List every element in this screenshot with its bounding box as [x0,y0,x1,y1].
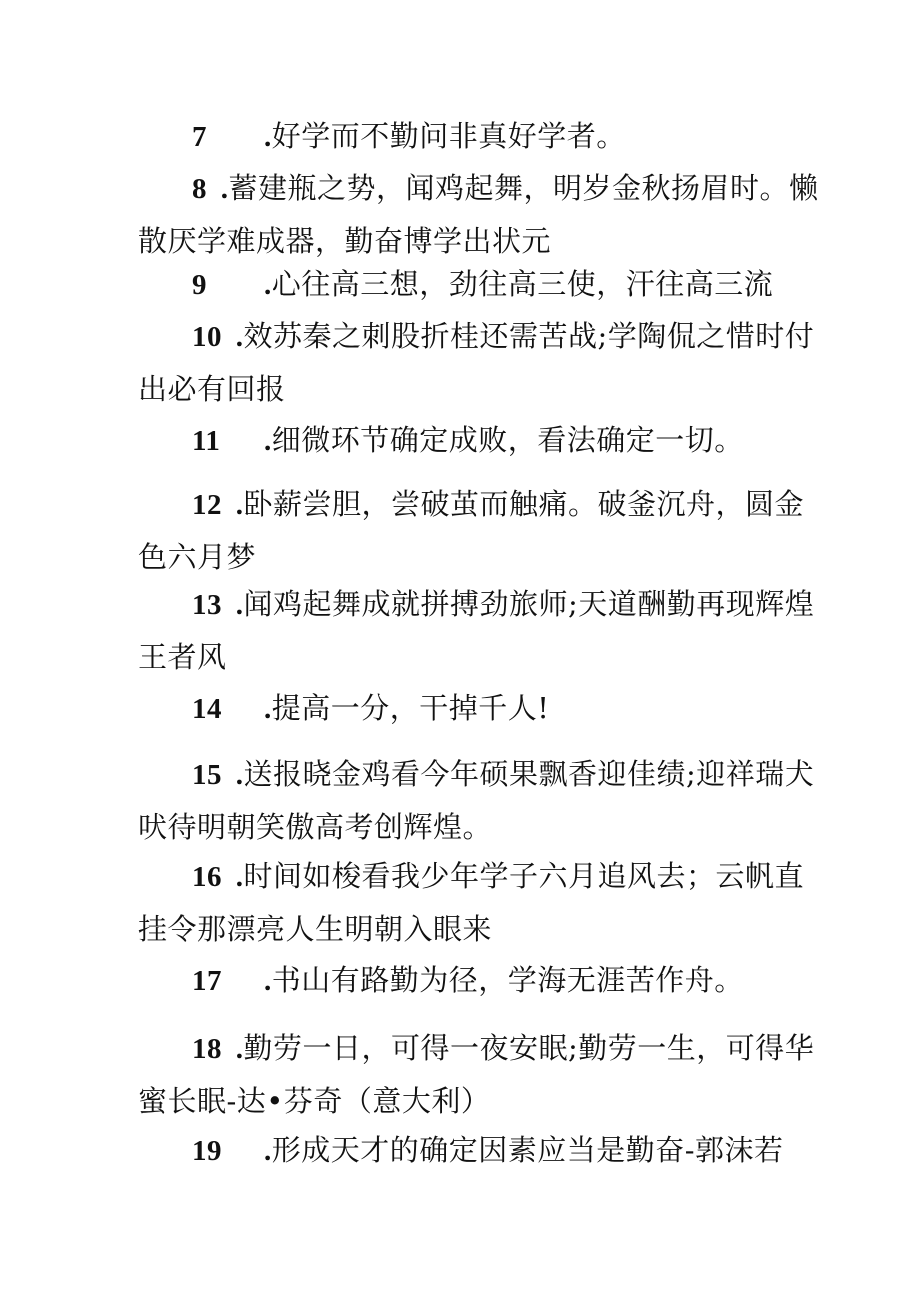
item-text: 提高一分，干掉千人! [271,691,550,725]
item-number: 7 [192,121,207,153]
list-item-14: 14 .提高一分，干掉千人! [138,682,788,735]
item-text-continued: 王者风 [138,640,227,674]
item-text: 时间如梭看我少年学子六月追风去；云帆直 [243,859,804,893]
list-item-19: 19 .形成天才的确定因素应当是勤奋-郭沫若 [138,1124,788,1177]
item-text: 形成天才的确定因素应当是勤奋-郭沫若 [271,1133,784,1167]
list-item-16: 16 .时间如梭看我少年学子六月追风去；云帆直 挂令那漂亮人生明朝入眼来 [138,850,788,955]
item-number: 11 [192,425,221,457]
item-number: 14 [192,693,222,725]
item-text: 闻鸡起舞成就拼搏劲旅师;天道酬勤再现辉煌 [243,587,815,621]
item-number: 13 [192,589,222,621]
item-number: 12 [192,489,222,521]
item-number: 17 [192,965,222,997]
list-item-10: 10 .效苏秦之刺股折桂还需苦战;学陶侃之惜时付 出必有回报 [138,310,788,415]
item-text: 好学而不勤问非真好学者。 [271,119,626,153]
item-text: 勤劳一日，可得一夜安眠;勤劳一生，可得华 [243,1031,815,1065]
item-text-continued: 色六月梦 [138,540,257,574]
item-text: 书山有路勤为径，学海无涯苦作舟。 [271,963,744,997]
item-text: 卧薪尝胆，尝破茧而触痛。破釜沉舟，圆金 [243,487,804,521]
item-text: 蓄建瓶之势，闻鸡起舞，明岁金秋扬眉时。懒 [228,171,819,205]
list-item-13: 13 .闻鸡起舞成就拼搏劲旅师;天道酬勤再现辉煌 王者风 [138,578,788,683]
list-item-9: 9 .心往高三想，劲往高三使，汗往高三流 [138,258,788,311]
list-item-8: 8 .蓄建瓶之势，闻鸡起舞，明岁金秋扬眉时。懒 散厌学难成器，勤奋博学出状元 [138,162,788,267]
list-item-17: 17 .书山有路勤为径，学海无涯苦作舟。 [138,954,788,1007]
item-number: 9 [192,269,207,301]
list-item-18: 18 .勤劳一日，可得一夜安眠;勤劳一生，可得华 蜜长眠-达•芬奇（意大利） [138,1022,788,1127]
list-item-15: 15 .送报晓金鸡看今年硕果飘香迎佳绩;迎祥瑞犬 吠待明朝笑傲高考创辉煌。 [138,748,788,853]
item-number: 10 [192,321,222,353]
item-text: 效苏秦之刺股折桂还需苦战;学陶侃之惜时付 [243,319,815,353]
item-number: 19 [192,1135,222,1167]
item-number: 16 [192,861,222,893]
list-item-11: 11 .细微环节确定成败，看法确定一切。 [138,414,788,467]
item-number: 18 [192,1033,222,1065]
item-text-continued: 挂令那漂亮人生明朝入眼来 [138,912,493,946]
item-text-continued: 吠待明朝笑傲高考创辉煌。 [138,810,493,844]
item-text: 送报晓金鸡看今年硕果飘香迎佳绩;迎祥瑞犬 [243,757,815,791]
item-text-continued: 蜜长眠-达•芬奇（意大利） [138,1084,491,1118]
item-text: 细微环节确定成败，看法确定一切。 [271,423,744,457]
list-item-7: 7 .好学而不勤问非真好学者。 [138,110,788,163]
list-item-12: 12 .卧薪尝胆，尝破茧而触痛。破釜沉舟，圆金 色六月梦 [138,478,788,583]
item-number: 15 [192,759,222,791]
item-text: 心往高三想，劲往高三使，汗往高三流 [271,267,774,301]
item-text-continued: 散厌学难成器，勤奋博学出状元 [138,224,552,258]
item-number: 8 [192,173,207,205]
item-text-continued: 出必有回报 [138,372,286,406]
